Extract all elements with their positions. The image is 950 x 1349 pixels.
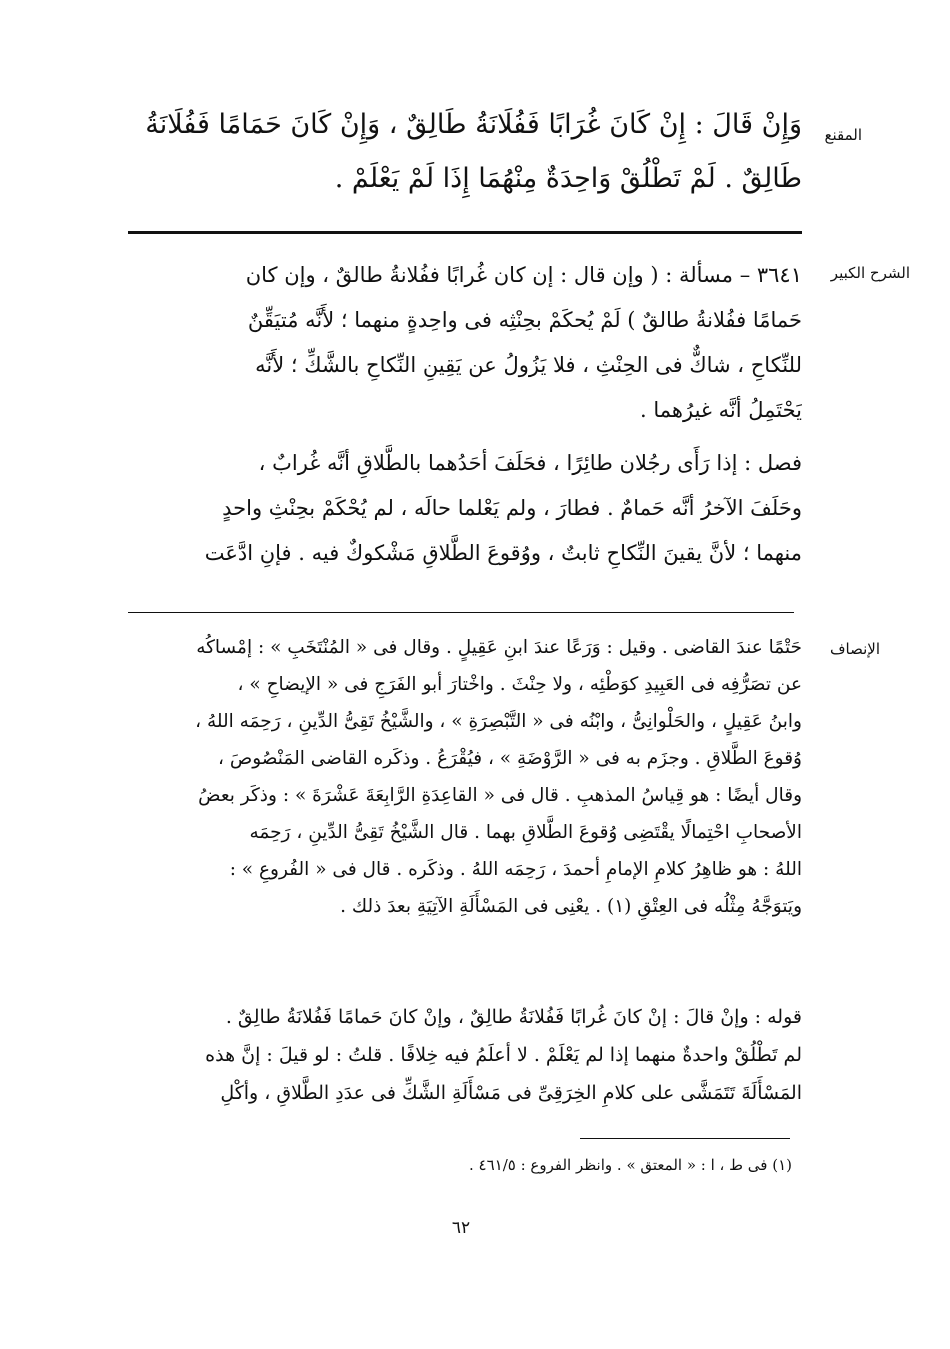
section-divider-thick bbox=[128, 231, 802, 234]
text-line: المَسْأَلَةَ تَتَمَشَّى على كلامِ الخِرَقِىِّ فى مَسْأَلَةِ الشَّكِّ فى عدَدِ الطَّلاقِ ، وأكْلِ bbox=[220, 1082, 802, 1104]
text-line: لم تَطْلُقْ واحدةٌ منهما إذا لم يَعْلَمْ . لا أعلَمُ فيه خِلافًا . قلتُ : لو قيلَ : إنَّ هذه bbox=[205, 1044, 802, 1066]
text-line: اللهُ : هو ظاهِرُ كلامِ الإمامِ أحمدَ ، رَحِمَه اللهُ . وذكَره . قال فى « الفُروعِ » : bbox=[229, 859, 802, 880]
sharh-text bbox=[128, 253, 802, 576]
text-line: قوله : وإنْ قالَ : إنْ كانَ غُرابًا فَفُلانَةُ طالِقٌ ، وإنْ كانَ حَمامًا فَفُلانَةُ طالِقٌ . bbox=[225, 1006, 802, 1028]
text-line: ٣٦٤١ – مسألة : ( وإن قال : إن كان غُرابًا ففُلانةُ طالقٌ ، وإن كان bbox=[245, 263, 802, 287]
text-line: عن تصَرُّفِه فى العَبِيدِ كوَطْئِه ، ولا حِنْثَ . واخْتارَ أبو الفَرَجِ فى « الإيضاحِ » ، bbox=[237, 674, 802, 695]
section-label-sharh: الشرح الكبير bbox=[830, 264, 910, 282]
text-line: حَتْمًا عندَ القاضى . وقيل : وَرَعًا عندَ ابنِ عَقِيلٍ . وقال فى « المُنْتَخَبِ » : إمْساكُه bbox=[196, 637, 802, 658]
text-line: ويَتوَجَّهُ مِثْلُه فى العِتْقِ (١) . يعْنِى فى المَسْأَلَةِ الآتِيَةِ بعدَ ذلك . bbox=[340, 896, 802, 917]
text-line: للنِّكاحِ ، شاكٌّ فى الحِنْثِ ، فلا يَزُولُ عن يَقِينِ النِّكاحِ بالشَّكِّ ؛ لأَنَّه bbox=[255, 353, 802, 377]
text-line: وُقوعَ الطَّلاقِ . وجزَم به فى « الرَّوْضَةِ » ، فيُقْرَعُ . وذكَره القاضى المَنْصُوصَ ، bbox=[217, 748, 802, 769]
section-divider-thin bbox=[128, 612, 794, 613]
muqni-text bbox=[128, 98, 802, 206]
section-label-insaf: الإنصاف bbox=[829, 640, 880, 658]
text-line: وابنُ عَقِيلٍ ، والحَلْوانِىُّ ، وابْنُه فى « التَّبْصِرَةِ » ، والشَّيْخُ تَقِىُّ الدِّينِ ، رَحِمَه اللهُ ، bbox=[195, 711, 802, 732]
text-line: فصل : إذا رَأَى رجُلان طائِرًا ، فحَلَفَ أحَدُهما بالطَّلاقِ أنَّه غُرابٌ ، bbox=[258, 451, 802, 475]
insaf-qawl-text bbox=[120, 998, 802, 1112]
section-label-muqni: المقنع bbox=[824, 126, 862, 144]
footnote: (١) فى ط ، ا : « المعتق » . وانظر الفروع : ٤٦١/٥ . bbox=[468, 1156, 792, 1174]
text-line: يَحْتَمِلُ أنَّه غيرُهما . bbox=[640, 398, 802, 422]
footnote-divider bbox=[580, 1138, 790, 1139]
paragraph-gap bbox=[128, 433, 802, 441]
text-line: الأصحابِ احْتِمالًا يقْتَضِى وُقوعَ الطَّلاقِ بهما . قال الشَّيْخُ تَقِىُّ الدِّينِ ، رَحِمَه bbox=[249, 822, 802, 843]
text-line: طَالِقٌ . لَمْ تَطْلُقْ وَاحِدَةٌ مِنْهُمَا إِذَا لَمْ يَعْلَمْ . bbox=[334, 163, 802, 194]
text-line: وقال أيضًا : هو قِياسُ المذهبِ . قال فى « القاعِدَةِ الرَّابِعَةَ عَشْرَةَ » : وذكَر بعضُ bbox=[198, 785, 802, 806]
text-line: منهما ؛ لأنَّ يقينَ النِّكاحِ ثابتٌ ، ووُقوعَ الطَّلاقِ مَشْكوكٌ فيه . فإنِ ادَّعَت bbox=[204, 541, 802, 565]
text-line: حَمامًا ففُلانةُ طالقٌ ) لَمْ يُحكَمْ بحِنْثِه فى واحِدةٍ منهما ؛ لأَنَّه مُتيَقِّنٌ bbox=[247, 308, 802, 332]
text-line: وَإِنْ قَالَ : إِنْ كَانَ غُرَابًا فَفُلَانَةُ طَالِقٌ ، وَإِنْ كَانَ حَمَامًا فَفُلَانَةُ bbox=[145, 109, 802, 140]
text-line: وحَلَفَ الآخرُ أنَّه حَمامٌ . فطارَ ، ولم يَعْلما حالَه ، لم يُحْكَمْ بحِنْثِ واحدٍ bbox=[222, 496, 802, 520]
insaf-text bbox=[120, 629, 802, 925]
page-number: ٦٢ bbox=[451, 1218, 471, 1238]
